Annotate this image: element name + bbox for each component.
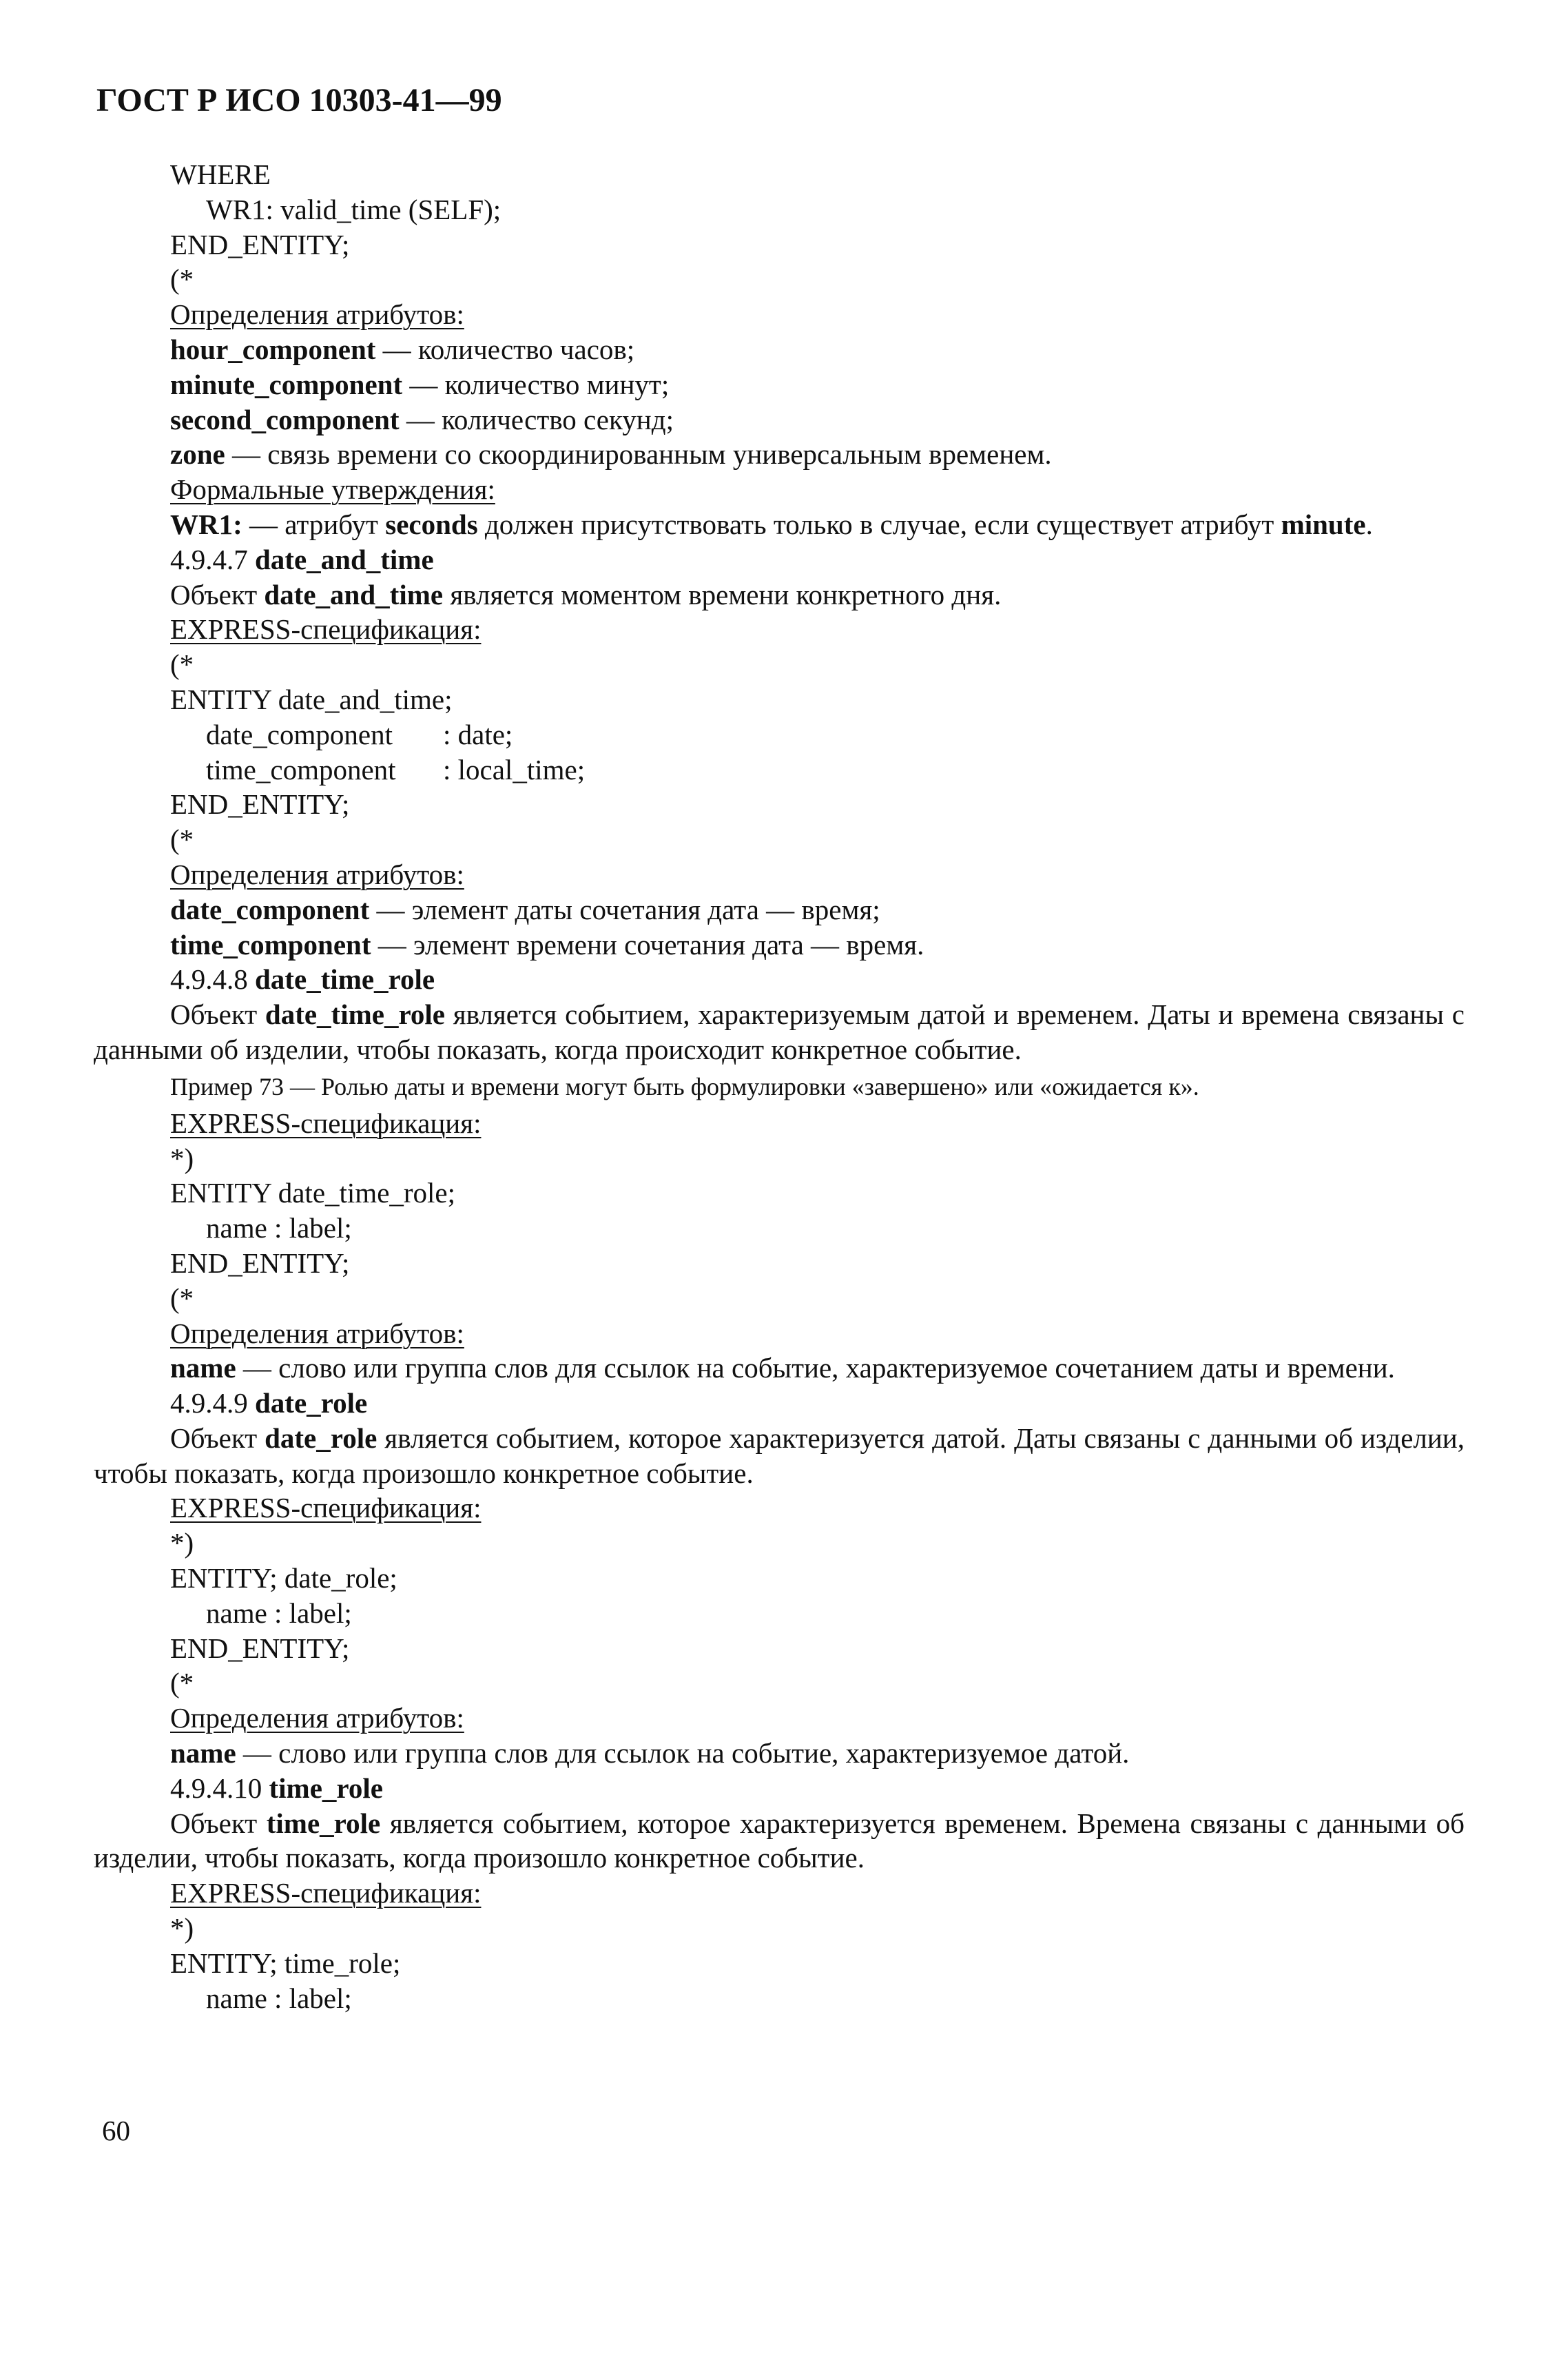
attr-def-second: second_component — количество секунд; (170, 403, 674, 435)
where-rule: WR1: valid_time (SELF); (206, 193, 501, 225)
section-text-49410: Объект time_role является событием, которое характеризуется временем. Времена связаны с данными об изделии, чтобы показать, когда произошло конкретное событие. (94, 1807, 1465, 1874)
section-text-4947: Объект date_and_time является моментом времени конкретного дня. (170, 578, 1002, 611)
end-entity: END_ENTITY; (170, 228, 350, 260)
page-content (94, 157, 1465, 2015)
section-heading-4948: 4.9.4.8 date_time_role (170, 963, 435, 996)
express-spec-heading: EXPRESS-спецификация: (170, 1107, 482, 1139)
attr-def-minute: minute_component — количество минут; (170, 368, 670, 400)
comment-open: (* (170, 263, 194, 296)
entity-field: time_component : local_time; (206, 753, 586, 786)
where-keyword: WHERE (170, 158, 271, 190)
comment-open: (* (170, 648, 194, 681)
page-number: 60 (102, 2115, 130, 2146)
attr-defs-heading: Определения атрибутов: (170, 298, 464, 331)
attr-def-date-component: date_component — элемент даты сочетания дата — время; (170, 893, 880, 925)
end-entity: END_ENTITY; (170, 1632, 350, 1664)
entity-field: name : label; (206, 1212, 352, 1244)
formal-rules-heading: Формальные утверждения: (170, 473, 495, 506)
entity-declaration: ENTITY date_and_time; (170, 683, 453, 715)
end-entity: END_ENTITY; (170, 788, 350, 821)
page-header: ГОСТ Р ИСО 10303-41—99 (96, 82, 502, 119)
express-spec-heading: EXPRESS-спецификация: (170, 613, 482, 646)
entity-declaration: ENTITY; time_role; (170, 1947, 401, 1979)
attr-def-name: name — слово или группа слов для ссылок на событие, характеризуемое датой. (170, 1737, 1130, 1769)
end-entity: END_ENTITY; (170, 1247, 350, 1279)
entity-field: name : label; (206, 1597, 352, 1629)
comment-open: (* (170, 823, 194, 856)
formal-rule-wr1: WR1: — атрибут seconds должен присутствовать только в случае, если существует атрибут minute. (170, 508, 1373, 540)
section-heading-4949: 4.9.4.9 date_role (170, 1387, 368, 1419)
entity-declaration: ENTITY; date_role; (170, 1562, 397, 1594)
express-spec-heading: EXPRESS-спецификация: (170, 1877, 482, 1909)
entity-declaration: ENTITY date_time_role; (170, 1177, 456, 1209)
example-note: Пример 73 — Ролью даты и времени могут быть формулировки «завершено» или «ожидается к». (170, 1072, 1199, 1100)
section-text-4948: Объект date_time_role является событием, характеризуемым датой и временем. Даты и времена связаны с данными об изделии, чтобы показать, когда происходит конкретное событие. (94, 998, 1465, 1065)
attr-defs-heading: Определения атрибутов: (170, 1702, 464, 1734)
comment-close: *) (170, 1912, 194, 1945)
express-spec-heading: EXPRESS-спецификация: (170, 1492, 482, 1524)
attr-def-hour: hour_component — количество часов; (170, 333, 635, 365)
attr-def-name: name — слово или группа слов для ссылок на событие, характеризуемое сочетанием даты и времени. (170, 1352, 1395, 1384)
attr-defs-heading: Определения атрибутов: (170, 1317, 464, 1349)
section-heading-49410: 4.9.4.10 time_role (170, 1772, 383, 1804)
comment-open: (* (170, 1667, 194, 1699)
entity-field: name : label; (206, 1982, 352, 2014)
entity-field: date_component : date; (206, 718, 513, 750)
comment-open: (* (170, 1282, 194, 1314)
comment-close: *) (170, 1142, 194, 1174)
section-heading-4947: 4.9.4.7 date_and_time (170, 543, 434, 575)
section-text-4949: Объект date_role является событием, которое характеризуется датой. Даты связаны с данными об изделии, чтобы показать, когда произошло конкретное событие. (94, 1422, 1465, 1489)
attr-def-time-component: time_component — элемент времени сочетания дата — время. (170, 928, 924, 961)
attr-def-zone: zone — связь времени со скоординированным универсальным временем. (170, 438, 1052, 471)
attr-defs-heading: Определения атрибутов: (170, 858, 464, 890)
comment-close: *) (170, 1527, 194, 1559)
